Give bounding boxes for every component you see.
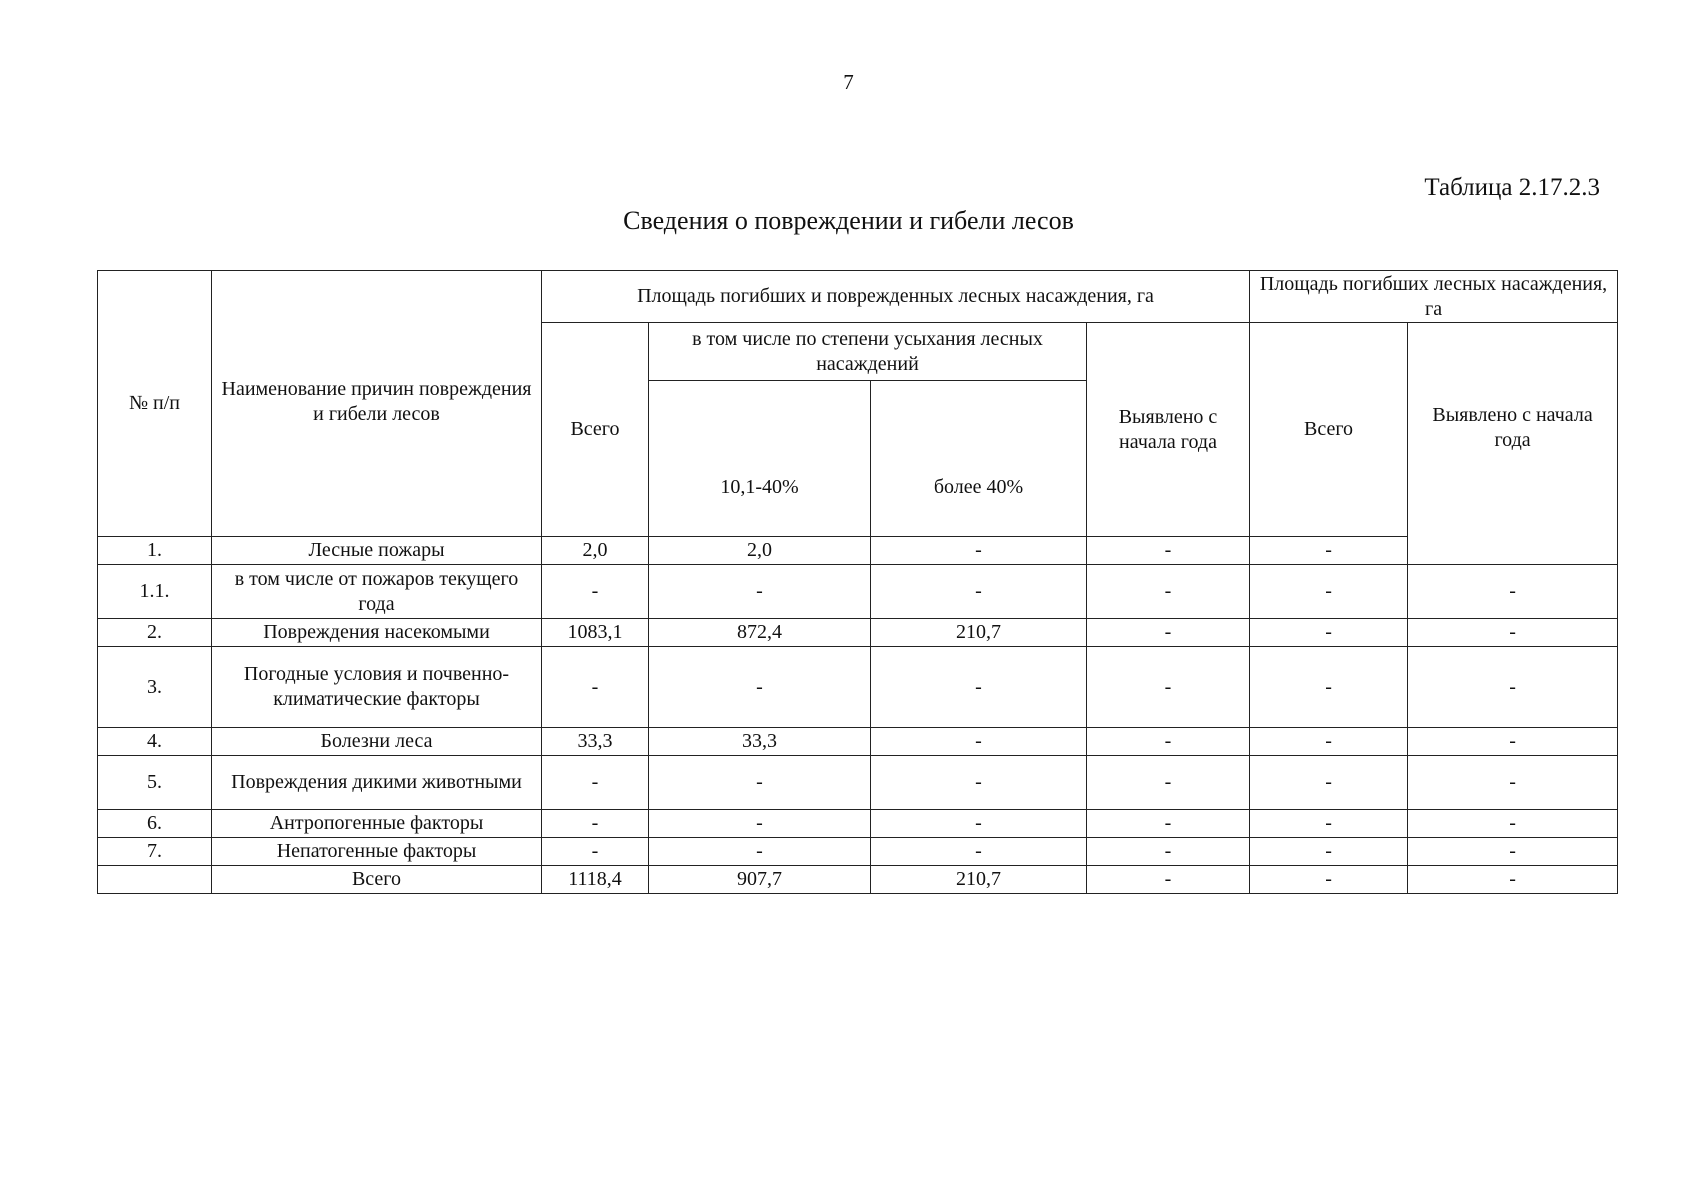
cell-detected: - <box>1087 810 1250 838</box>
cell-detected: - <box>1087 537 1250 565</box>
cell-high: - <box>871 565 1087 619</box>
cell-num: 1.1. <box>98 565 212 619</box>
cell-low: - <box>649 838 871 866</box>
document-title: Сведения о повреждении и гибели лесов <box>623 206 1074 235</box>
cell-high: - <box>871 647 1087 728</box>
table-row <box>98 537 1618 565</box>
header-damaged-group: Площадь погибших и поврежденных лесных насаждения, га <box>542 271 1250 323</box>
cell-high: - <box>871 537 1087 565</box>
cell-total: - <box>542 647 649 728</box>
cell-num: 6. <box>98 810 212 838</box>
cell-dead-total: - <box>1250 565 1408 619</box>
forest-damage-table <box>97 270 1618 894</box>
cell-cause: Непатогенные факторы <box>212 838 542 866</box>
cell-dead-detected: - <box>1408 838 1618 866</box>
table-row <box>98 838 1618 866</box>
cell-detected: - <box>1087 756 1250 810</box>
cell-high: 210,7 <box>871 866 1087 894</box>
cell-cause: Антропогенные факторы <box>212 810 542 838</box>
cell-total: 1118,4 <box>542 866 649 894</box>
cell-dead-total: - <box>1250 619 1408 647</box>
cell-dead-detected: - <box>1408 647 1618 728</box>
cell-detected: - <box>1087 838 1250 866</box>
cell-num: 4. <box>98 728 212 756</box>
cell-low: 872,4 <box>649 619 871 647</box>
cell-cause: Всего <box>212 866 542 894</box>
cell-low: 2,0 <box>649 537 871 565</box>
header-drying-group: в том числе по степени усыхания лесных насаждений <box>649 323 1087 381</box>
cell-dead-total: - <box>1250 838 1408 866</box>
cell-dead-total: - <box>1250 810 1408 838</box>
cell-total: - <box>542 838 649 866</box>
cell-total: - <box>542 810 649 838</box>
table-row <box>98 810 1618 838</box>
cell-detected: - <box>1087 565 1250 619</box>
header-total: Всего <box>542 323 649 537</box>
cell-total: 33,3 <box>542 728 649 756</box>
table-row <box>98 728 1618 756</box>
cell-cause: Повреждения дикими животными <box>212 756 542 810</box>
cell-detected: - <box>1087 866 1250 894</box>
header-dead-detected: Выявлено с начала года <box>1408 323 1618 565</box>
table-row <box>98 619 1618 647</box>
cell-low: 33,3 <box>649 728 871 756</box>
header-detected: Выявлено с начала года <box>1087 323 1250 537</box>
cell-dead-total: - <box>1250 647 1408 728</box>
cell-high: - <box>871 756 1087 810</box>
cell-detected: - <box>1087 728 1250 756</box>
cell-dead-total: - <box>1250 537 1408 565</box>
header-row-1 <box>98 271 1618 323</box>
cell-total: 2,0 <box>542 537 649 565</box>
cell-num: 5. <box>98 756 212 810</box>
cell-cause: в том числе от пожаров текущего года <box>212 565 542 619</box>
cell-low: 907,7 <box>649 866 871 894</box>
cell-dead-total: - <box>1250 728 1408 756</box>
table-row <box>98 565 1618 619</box>
cell-high: 210,7 <box>871 619 1087 647</box>
table-total-row <box>98 866 1618 894</box>
header-drying-high: более 40% <box>871 381 1087 537</box>
cell-num: 1. <box>98 537 212 565</box>
cell-dead-detected: - <box>1408 810 1618 838</box>
cell-low: - <box>649 647 871 728</box>
cell-dead-detected: - <box>1408 756 1618 810</box>
cell-total: - <box>542 565 649 619</box>
table-row <box>98 756 1618 810</box>
cell-cause: Повреждения насекомыми <box>212 619 542 647</box>
table-row <box>98 647 1618 728</box>
cell-high: - <box>871 728 1087 756</box>
header-dead-total: Всего <box>1250 323 1408 537</box>
cell-num <box>98 866 212 894</box>
table-label: Таблица 2.17.2.3 <box>1424 174 1600 201</box>
header-num: № п/п <box>98 271 212 537</box>
cell-total: - <box>542 756 649 810</box>
cell-dead-detected: - <box>1408 866 1618 894</box>
cell-dead-total: - <box>1250 866 1408 894</box>
cell-cause: Погодные условия и почвенно-климатические факторы <box>212 647 542 728</box>
cell-dead-total: - <box>1250 756 1408 810</box>
cell-dead-detected: - <box>1408 728 1618 756</box>
cell-detected: - <box>1087 619 1250 647</box>
cell-num: 2. <box>98 619 212 647</box>
header-drying-low: 10,1-40% <box>649 381 871 537</box>
cell-dead-detected: - <box>1408 619 1618 647</box>
cell-high: - <box>871 810 1087 838</box>
cell-cause: Лесные пожары <box>212 537 542 565</box>
cell-total: 1083,1 <box>542 619 649 647</box>
page-number: 7 <box>843 70 854 94</box>
header-cause: Наименование причин повреждения и гибели лесов <box>212 271 542 537</box>
header-dead-group: Площадь погибших лесных насаждения, га <box>1250 271 1618 323</box>
cell-num: 3. <box>98 647 212 728</box>
cell-low: - <box>649 810 871 838</box>
cell-num: 7. <box>98 838 212 866</box>
cell-low: - <box>649 756 871 810</box>
cell-low: - <box>649 565 871 619</box>
cell-cause: Болезни леса <box>212 728 542 756</box>
cell-dead-detected: - <box>1408 565 1618 619</box>
cell-high: - <box>871 838 1087 866</box>
cell-detected: - <box>1087 647 1250 728</box>
